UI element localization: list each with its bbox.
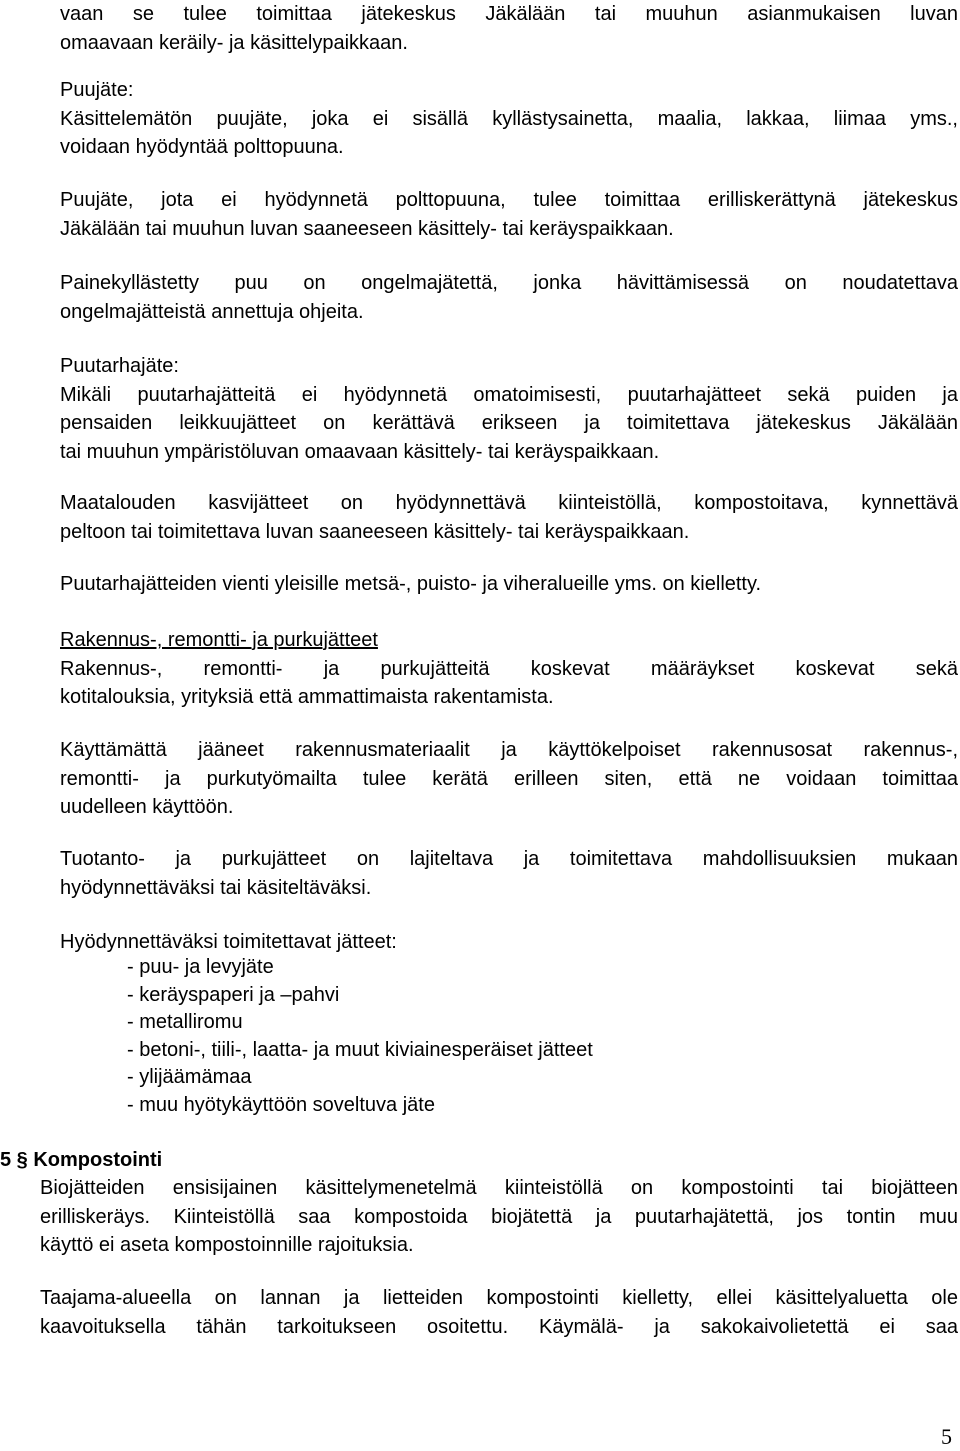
text-line: hyödynnettäväksi tai käsiteltäväksi. — [60, 876, 372, 899]
paragraph-recyclables-intro — [60, 928, 958, 957]
list-item: - muu hyötykäyttöön soveltuva jäte — [127, 1093, 435, 1116]
paragraph-intro — [60, 0, 958, 57]
text-line: Käsittelemätön puujäte, joka ei sisällä kyllästysainetta, maalia, lakkaa, liimaa yms., — [60, 107, 958, 130]
subheading-garden-waste: Puutarhajäte: — [60, 355, 179, 377]
list-item: - puu- ja levyjäte — [127, 956, 274, 978]
text-line: omaavaan keräily- ja käsittelypaikkaan. — [60, 31, 408, 54]
text-line: Tuotanto- ja purkujätteet on lajiteltava ja toimitettava mahdollisuuksien mukaan — [60, 848, 958, 870]
text-line: Puujäte, jota ei hyödynnetä polttopuuna, tulee toimittaa erilliskerättynä jätekeskus — [60, 189, 958, 211]
list-item: - keräyspaperi ja –pahvi — [127, 983, 340, 1006]
text-line: käyttö ei aseta kompostoinnille rajoituksia. — [40, 1234, 414, 1256]
text-line: voidaan hyödyntää polttopuuna. — [60, 136, 344, 158]
paragraph-production-waste — [60, 845, 958, 902]
text-line: Puutarhajätteiden vienti yleisille metsä-, puisto- ja viheralueille yms. on kielletty. — [60, 573, 762, 595]
list-item: - metalliromu — [127, 1011, 243, 1034]
text-line: Jäkälään tai muuhun luvan saaneeseen käsittely- tai keräyspaikkaan. — [60, 217, 674, 240]
text-line: Painekyllästetty puu on ongelmajätettä, jonka hävittämisessä on noudatettava — [60, 272, 958, 294]
text-line: Maatalouden kasvijätteet on hyödynnettävä kiinteistöllä, kompostoitava, kynnettävä — [60, 492, 958, 514]
text-line: kaavoituksella tähän tarkoitukseen osoitettu. Käymälä- ja sakokaivolietettä ei saa — [40, 1315, 958, 1338]
paragraph-construction-waste — [60, 626, 958, 712]
subheading-wood-waste: Puujäte: — [60, 79, 134, 101]
text-line: uudelleen käyttöön. — [60, 796, 234, 818]
text-line: tai muuhun ympäristöluvan omaavaan käsittely- tai keräyspaikkaan. — [60, 440, 660, 463]
text-line: peltoon tai toimitettava luvan saaneeseen käsittely- tai keräyspaikkaan. — [60, 520, 690, 543]
text-line: Biojätteiden ensisijainen käsittelymenetelmä kiinteistöllä on kompostointi tai biojätteen — [40, 1177, 958, 1199]
paragraph-composting-main — [40, 1174, 958, 1260]
paragraph-garden-waste — [60, 352, 958, 466]
list-item: - betoni-, tiili-, laatta- ja muut kiviainesperäiset jätteet — [127, 1038, 593, 1061]
text-line: Taajama-alueella on lannan ja lietteiden kompostointi kielletty, ellei käsittelyaluetta ole — [40, 1287, 958, 1309]
paragraph-unused-materials — [60, 736, 958, 822]
paragraph-composting-urban — [40, 1284, 958, 1341]
text-line: pensaiden leikkuujätteet on kerättävä erikseen ja toimitettava jätekeskus Jäkälään — [60, 412, 958, 434]
paragraph-wood-delivery — [60, 186, 958, 243]
text-line: ongelmajätteistä annettuja ohjeita. — [60, 300, 364, 323]
section-heading-composting: 5 § Kompostointi — [0, 1149, 163, 1171]
list-item: - ylijäämämaa — [127, 1066, 252, 1089]
text-line: kotitalouksia, yrityksiä että ammattimaista rakentamista. — [60, 686, 554, 708]
paragraph-garden-dumping-ban — [60, 570, 958, 599]
page-number: 5 — [941, 1424, 952, 1449]
paragraph-impregnated-wood — [60, 269, 958, 326]
text-line: Käyttämättä jääneet rakennusmateriaalit ja käyttökelpoiset rakennusosat rakennus-, — [60, 739, 958, 761]
recyclables-list — [127, 954, 593, 1120]
text-line: Mikäli puutarhajätteitä ei hyödynnetä omatoimisesti, puutarhajätteet sekä puiden ja — [60, 383, 958, 406]
text-line: Hyödynnettäväksi toimitettavat jätteet: — [60, 931, 397, 953]
text-line: remontti- ja purkutyömailta tulee kerätä erilleen siten, että ne voidaan toimittaa — [60, 767, 958, 790]
text-line: Rakennus-, remontti- ja purkujätteitä koskevat määräykset koskevat sekä — [60, 657, 958, 680]
subheading-construction-waste: Rakennus-, remontti- ja purkujätteet — [60, 629, 378, 651]
text-line: vaan se tulee toimittaa jätekeskus Jäkälään tai muuhun asianmukaisen luvan — [60, 3, 958, 25]
text-line: erilliskeräys. Kiinteistöllä saa kompostoida biojätettä ja puutarhajätettä, jos tontin muu — [40, 1205, 958, 1228]
paragraph-wood-waste — [60, 76, 958, 162]
paragraph-agricultural-waste — [60, 489, 958, 546]
